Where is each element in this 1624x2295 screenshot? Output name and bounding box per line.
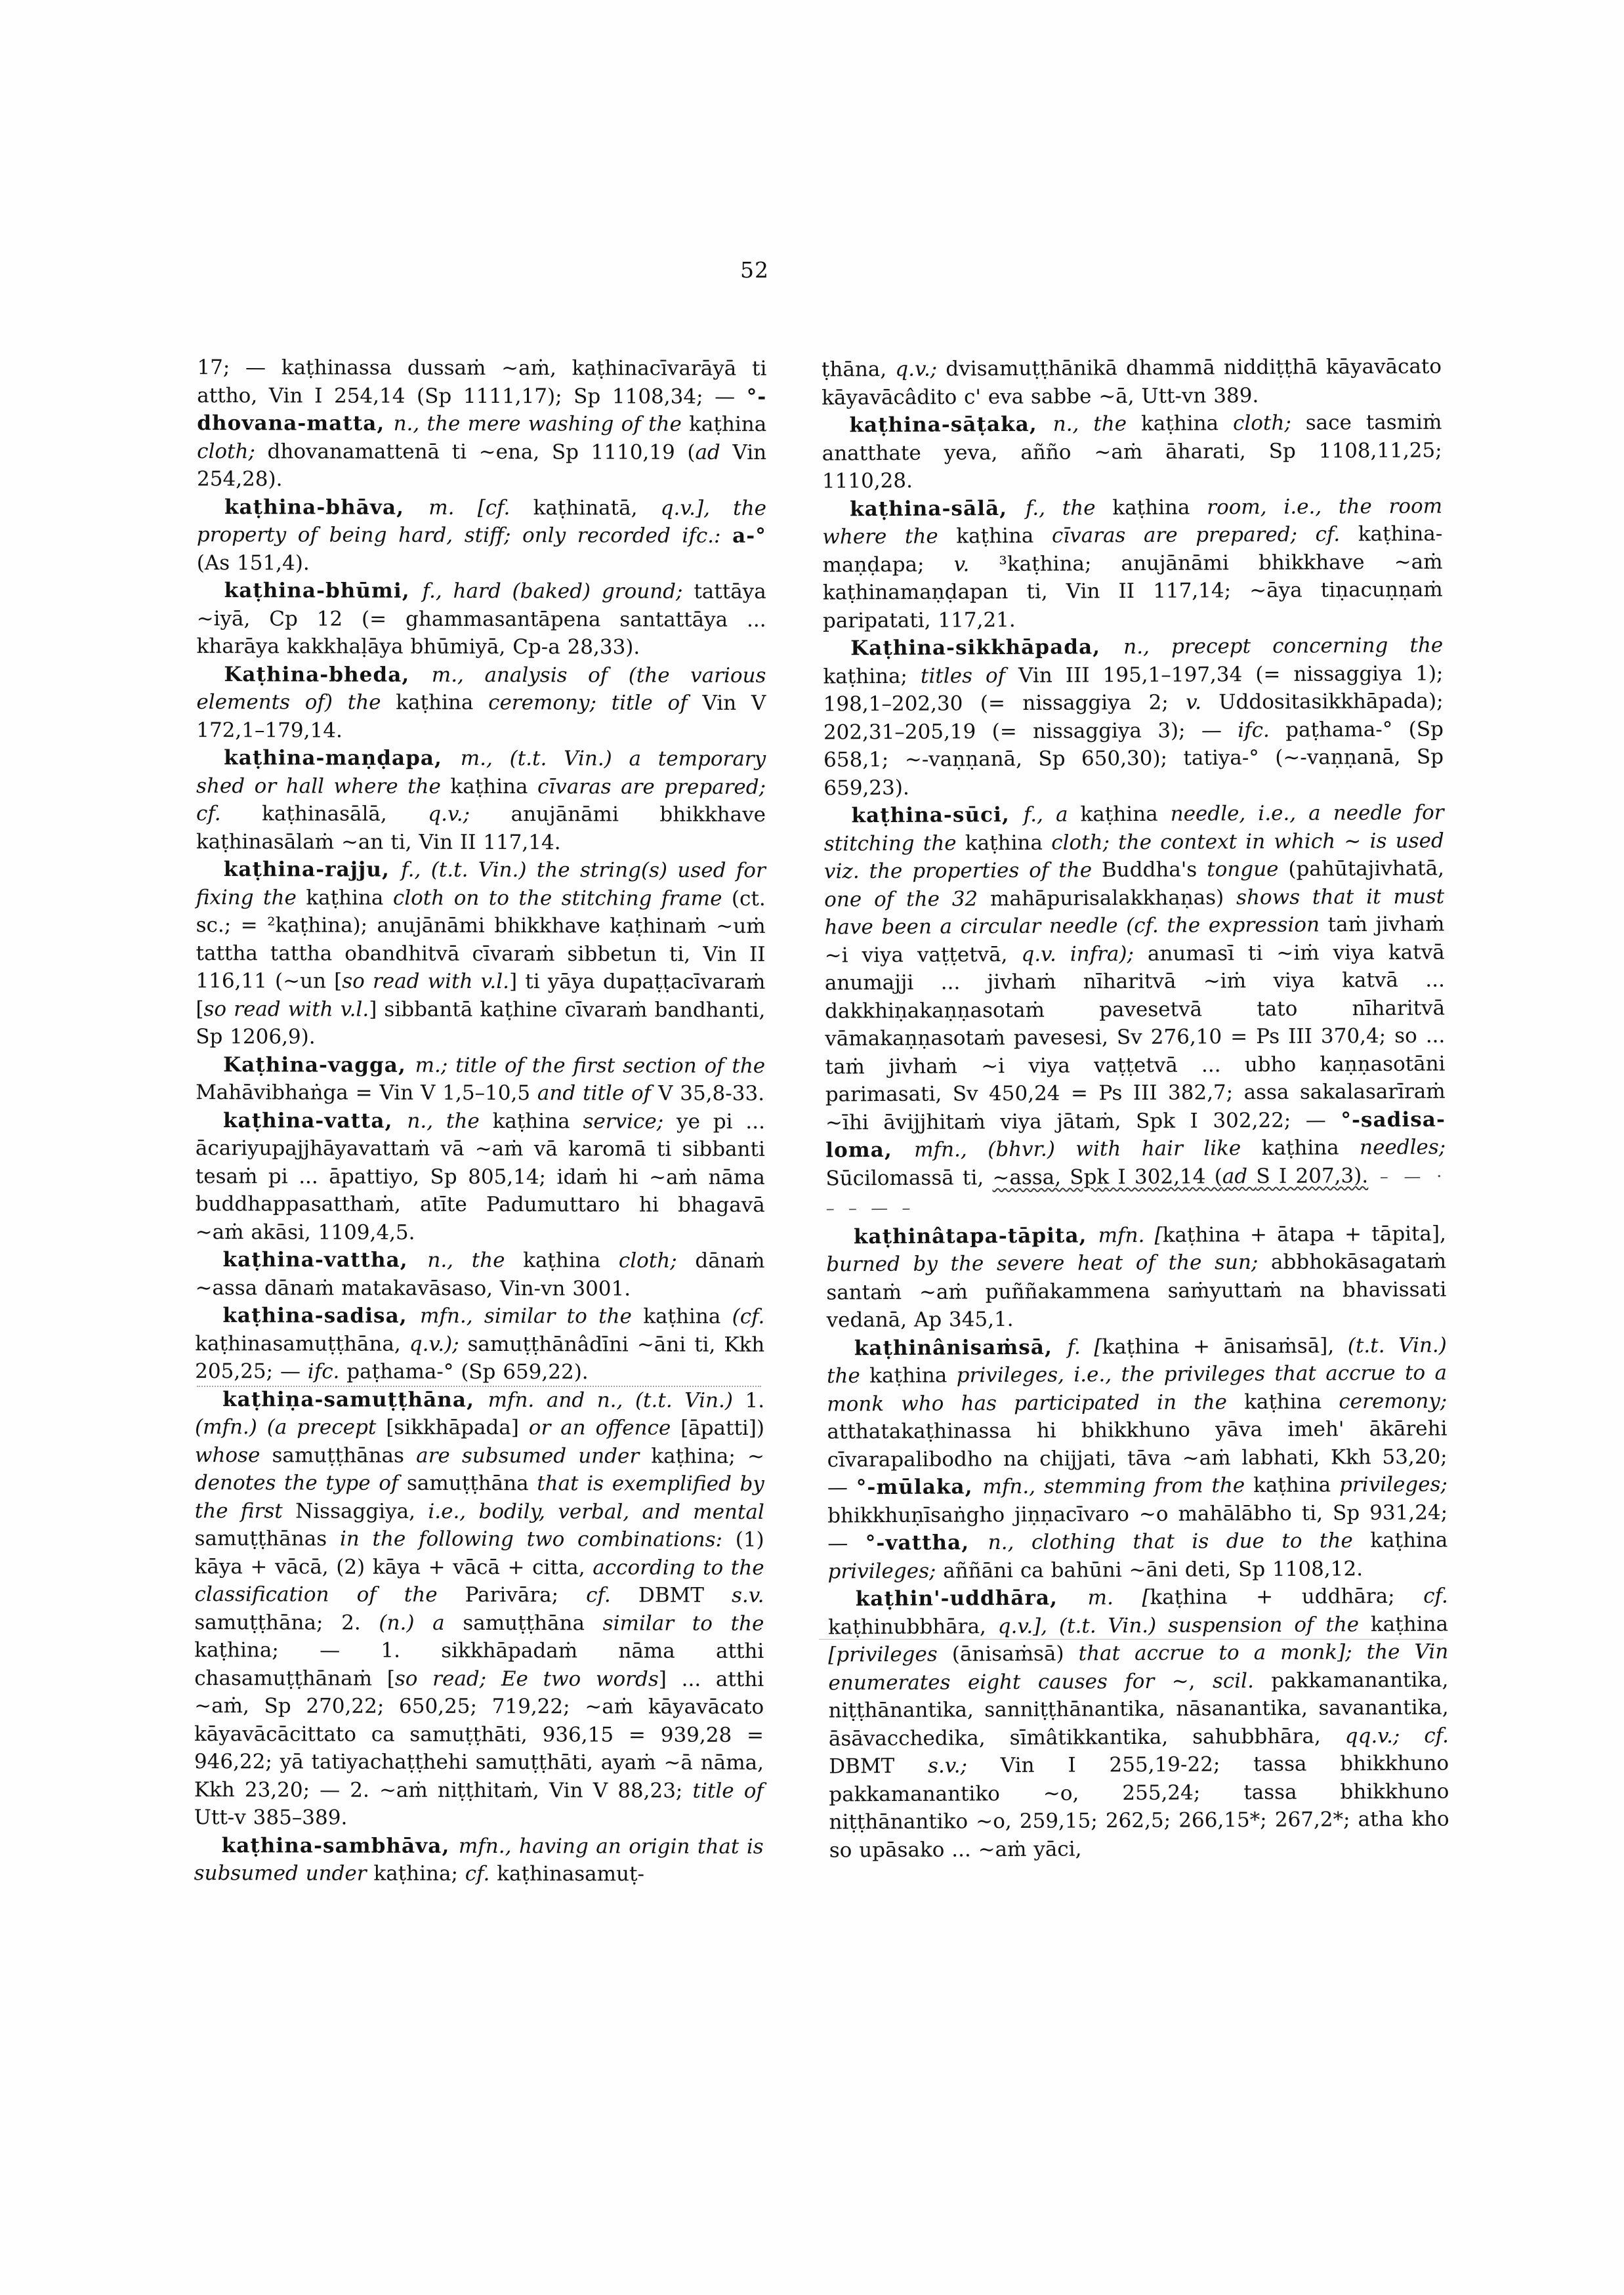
dictionary-entry: [196, 661, 766, 745]
entry-text: m. [cf.: [428, 495, 533, 520]
entry-text: V 35,8-33.: [658, 1081, 765, 1106]
entry-text: one of the 32: [824, 886, 991, 911]
entry-headword: kaṭhina-sambhāva,: [221, 1833, 459, 1858]
entry-headword: kaṭhina-sūci,: [851, 802, 1024, 828]
entry-text: cloth;: [197, 439, 268, 463]
dictionary-entry: [194, 1386, 764, 1833]
entry-text: service;: [583, 1109, 677, 1134]
dictionary-entry: [826, 1220, 1447, 1334]
entry-text: q.v.;: [428, 802, 511, 827]
entry-text: q.v.], (t.t. Vin.) suspension of the: [997, 1612, 1371, 1638]
entry-text: s.v.: [731, 1583, 764, 1607]
entry-text: S I 207,3).: [1256, 1163, 1369, 1188]
entry-text: ] ti yāya dupaṭṭacīvaraṁ [: [196, 970, 766, 1021]
entry-headword: °-sadisa-loma,: [825, 1107, 1446, 1163]
entry-text: privileges;: [827, 1559, 944, 1583]
entry-text: (cf.: [732, 1304, 765, 1329]
entry-headword: kaṭhina-sālā,: [850, 496, 1026, 521]
entry-text: so read; Ee two words: [394, 1666, 659, 1691]
entry-headword: kaṭhina-maṇḍapa,: [224, 746, 461, 770]
entry-text: ifc.: [307, 1359, 347, 1384]
entry-text: s.v.;: [927, 1754, 1001, 1778]
entry-headword: a-°: [732, 524, 766, 548]
entry-text: ~: [1344, 829, 1370, 853]
dictionary-entry: [196, 856, 766, 1052]
entry-headword: kaṭhina-bhūmi,: [224, 579, 423, 603]
dictionary-entry: [822, 409, 1442, 495]
entry-text: ceremony; title of: [488, 691, 703, 715]
entry-text: kaṭhina: [492, 1109, 583, 1133]
dictionary-entry: [828, 1582, 1449, 1865]
entry-text: n., clothing that is due to the: [988, 1529, 1371, 1555]
entry-text: ad: [1222, 1164, 1257, 1188]
entry-text: kaṭhinasamuṭṭhāna,: [195, 1331, 409, 1356]
entry-headword: kaṭhina-sāṭaka,: [849, 412, 1053, 438]
entry-text: kaṭhina: [306, 885, 393, 910]
entry-text: ifc.: [1238, 718, 1286, 742]
entry-text: Vin I 255,19-22; tassa bhikkhuno pakkamanantiko ~o, 255,24; tassa bhikkhuno niṭṭhānantiko ~o, 259,15; 262,5; 266,15*; 267,2*; atha kho so upāsako ... ~aṁ yāci,: [829, 1751, 1449, 1862]
entry-text: f. [: [1067, 1334, 1102, 1359]
entry-text: kaṭhina;: [823, 664, 921, 688]
entry-text: atthatakaṭhinassa hi bhikkhuno yāva imeh' ākārehi cīvarapalibodho na chijjati, tāva ~aṁ labhati, Kkh 53,20; —: [827, 1416, 1447, 1500]
dictionary-entry: [827, 1331, 1448, 1585]
entry-text: kaṭhina: [1253, 1473, 1340, 1498]
entry-text: v.: [953, 552, 999, 576]
entry-text: so read with v.l.: [203, 997, 369, 1022]
entry-text: cloth on to the stitching frame: [392, 886, 732, 911]
entry-headword: kaṭhina-bhāva,: [224, 495, 429, 520]
entry-text: kaṭhinubbhāra,: [827, 1614, 998, 1639]
entry-text: [privileges: [828, 1642, 952, 1667]
entry-text: cloth; the context in which: [1051, 829, 1344, 855]
dictionary-entry: [195, 1302, 764, 1386]
entry-text: abbhokāsagataṁ santaṁ ~aṁ puññakammena saṁyuttaṁ na bhavissati vedanā, Ap 345,1.: [826, 1249, 1447, 1333]
entry-text: are subsumed under: [416, 1443, 652, 1468]
entry-text: ṭhāna,: [821, 357, 896, 382]
entry-text: kaṭhina: [396, 690, 489, 715]
entry-text: kaṭhina + uddhāra;: [1150, 1584, 1424, 1609]
dictionary-entry: [196, 1107, 765, 1247]
entry-text: or an offence: [528, 1416, 681, 1440]
entry-text: kaṭhina-maṇḍapa;: [822, 522, 1443, 577]
entry-text: mfn., stemming from the: [982, 1474, 1254, 1499]
entry-text: ~assa, Spk I 302,14 (: [992, 1164, 1222, 1189]
entry-text: kaṭhina: [1261, 1136, 1360, 1160]
scan-artifact-line: [819, 1639, 1444, 1640]
entry-text: [sikkhāpada]: [386, 1415, 529, 1440]
entry-text: q.v.], the property of being hard, stiff; only recorded ifc.:: [196, 496, 767, 548]
scan-artifact-line: [197, 1386, 761, 1387]
dictionary-entry: [197, 493, 766, 578]
entry-text: m.; title of the first section of the: [415, 1053, 766, 1078]
entry-text: kaṭhina: [1244, 1389, 1339, 1414]
entry-text: samuṭṭhānâdīni ~āni ti, Kkh 205,25; —: [195, 1332, 765, 1384]
entry-text: q.v.);: [409, 1332, 468, 1356]
dictionary-entry: [197, 354, 766, 494]
entry-text: so read with v.l.: [342, 969, 510, 994]
entry-text: f., (t.t. Vin.) the string(s) used for fixing the: [196, 858, 766, 909]
entry-text: needle, i.e., a needle for stitching the: [823, 800, 1444, 856]
dictionary-entry: [195, 1246, 764, 1303]
text-columns: [196, 354, 1506, 1888]
entry-text: (As 151,4).: [196, 550, 310, 575]
entry-headword: kaṭhina-rajju,: [223, 858, 402, 882]
entry-headword: °-dhovana-matta,: [197, 384, 767, 436]
entry-text: kaṭhina: [643, 1304, 732, 1329]
dictionary-entry: [823, 799, 1446, 1223]
dictionary-entry: [196, 577, 766, 661]
entry-headword: Kaṭhina-sikkhāpada,: [850, 635, 1124, 661]
entry-text: dvisamuṭṭhānikā dhammā niddiṭṭhā kāyavācato kāyavācâdito c' eva sabbe ~ā, Utt-vn 389.: [822, 354, 1442, 409]
entry-headword: Kaṭhina-bheda,: [224, 662, 432, 687]
entry-text: samuṭṭhāna: [406, 1471, 537, 1496]
entry-text: cīvaras are prepared; cf.: [1051, 522, 1358, 548]
entry-text: that is exemplified by the first: [194, 1472, 764, 1523]
entry-text: Sūcilomassā ti,: [825, 1165, 993, 1190]
entry-text: Utt-v 385–389.: [194, 1806, 348, 1830]
entry-text: dhovanamattenā ti ~ena, Sp 1110,19 (: [267, 439, 696, 465]
entry-text: kaṭhina: [869, 1363, 957, 1388]
entry-text: kaṭhina;: [373, 1861, 465, 1886]
entry-headword: kaṭhiṇa-samuṭṭhāna,: [222, 1387, 488, 1412]
entry-text: n., the: [407, 1109, 493, 1133]
entry-text: and title of: [537, 1081, 659, 1106]
entry-text: paṭhama-° (Sp 658,1; ~-vaṇṇanā, Sp 650,30); tatiya-° (~-vaṇṇanā, Sp 659,23).: [823, 717, 1444, 800]
entry-text: ~,: [1171, 1668, 1213, 1693]
entry-text: f., hard (baked) ground;: [422, 579, 694, 604]
entry-text: (t.t. Vin.) the: [826, 1333, 1447, 1388]
entry-text: needles;: [1359, 1135, 1446, 1160]
entry-text: Parivāra;: [465, 1582, 587, 1607]
entry-text: n., the: [1052, 411, 1142, 436]
entry-text: samuṭṭhānas: [194, 1527, 340, 1551]
entry-text: m. [: [1087, 1585, 1150, 1610]
entry-text: cf.: [586, 1583, 638, 1607]
entry-text: ] sibbantā kaṭhine cīvaraṁ bandhanti, Sp 1206,9).: [196, 997, 766, 1049]
entry-text: sace tasmiṁ anatthate yeva, añño ~aṁ āharati, Sp 1108,11,25; 1110,28.: [822, 410, 1442, 493]
entry-text: kaṭhina: [689, 412, 767, 436]
entry-headword: kaṭhinânisaṁsā,: [854, 1335, 1068, 1360]
entry-headword: kaṭhina-vattha,: [222, 1248, 428, 1272]
entry-text: tattāya ~iyā, Cp 12 (= ghammasantāpena santattāya ... kharāya kakkhaḷāya bhūmiyā, Cp-a 28,33).: [196, 579, 766, 659]
entry-text: v.: [1186, 690, 1219, 714]
page-number: 52: [740, 257, 769, 283]
entry-text: kaṭhina: [1370, 1528, 1448, 1553]
entry-text: that accrue to a monk]; the Vin enumerates eight causes for: [828, 1640, 1449, 1695]
entry-text: ad: [695, 440, 733, 465]
entry-headword: kaṭhina-vatta,: [222, 1108, 407, 1133]
entry-text: cf.: [1423, 1584, 1448, 1608]
entry-text: similar to the: [602, 1611, 764, 1636]
entry-text: Uddositasikkhāpada); 202,31–205,19 (= nissaggiya 3); —: [823, 689, 1444, 744]
entry-text: room, i.e., the room where the: [822, 494, 1443, 549]
entry-text: i.e., bodily, verbal, and mental: [428, 1499, 764, 1524]
entry-text: kaṭhina: [965, 831, 1052, 855]
entry-text: dānaṁ ~assa dānaṁ matakavāsaso, Vin-vn 3001.: [195, 1249, 765, 1300]
entry-text: DBMT: [638, 1583, 732, 1607]
entry-text: mfn. and n., (t.t. Vin.): [488, 1388, 745, 1413]
entry-text: [āpatti]): [680, 1416, 765, 1440]
entry-text: cloth;: [618, 1249, 696, 1273]
entry-text: titles of: [920, 663, 1019, 688]
entry-text: aññāni ca bahūni ~āni deti, Sp 1108,12.: [943, 1556, 1364, 1583]
entry-text: cf.: [465, 1861, 497, 1886]
entry-text: samuṭṭhānas: [272, 1443, 417, 1468]
entry-text: Mahāvibhaṅga = Vin V 1,5–10,5: [196, 1081, 537, 1106]
entry-headword: kaṭhina-sadisa,: [222, 1304, 421, 1328]
entry-text: (mfn.) (a precept: [194, 1415, 386, 1439]
dictionary-entry: [196, 1051, 765, 1108]
entry-text: q.v.;: [895, 357, 946, 381]
entry-headword: kaṭhinâtapa-tāpita,: [853, 1223, 1098, 1249]
entry-text: shows that it must have been a circular needle (cf. the expression: [824, 884, 1445, 940]
entry-text: kaṭhina + ānisaṁsā],: [1102, 1333, 1348, 1359]
entry-text: title of: [692, 1779, 764, 1803]
entry-text: kaṭhina: [523, 1249, 619, 1273]
entry-text: (ānisaṁsā): [951, 1642, 1079, 1666]
entry-text: Vin III 195,1–197,34 (= nissaggiya 1); 198,1–202,30 (= nissaggiya 2;: [823, 661, 1444, 716]
entry-text: pakkamanantika, niṭṭhānantika, sanniṭṭhānantika, nāsanantika, savanantika, āsāvacchedika, sīmâtikkantika, sahubbhāra,: [828, 1668, 1449, 1750]
entry-text: m., (t.t. Vin.) a temporary shed or hall where the: [196, 746, 766, 798]
entry-text: Vin 254,28).: [197, 440, 767, 491]
right-column: [822, 353, 1449, 1890]
entry-text: (ct. sc.; = ²kaṭhina); anujānāmi bhikkhave kaṭhinaṁ ~uṁ tattha tattha obandhitvā cīvaraṁ sibbetun ti, Vin II 116,11 (~un [: [196, 886, 766, 993]
entry-text: mfn., having an origin that is subsumed under: [194, 1834, 764, 1886]
entry-text: – — · – – — –: [825, 1167, 1446, 1219]
entry-text: f., a: [1023, 802, 1081, 827]
entry-text: scil.: [1212, 1668, 1272, 1693]
entry-text: kaṭhina: [450, 774, 538, 798]
entry-headword: °-mūlaka,: [856, 1475, 983, 1500]
entry-text: according to the classification of the: [194, 1555, 764, 1607]
entry-headword: Kaṭhina-vagga,: [223, 1052, 415, 1077]
entry-text: kaṭhina: [1370, 1612, 1449, 1636]
entry-text: in the following two combinations:: [339, 1527, 736, 1552]
dictionary-entry: [822, 353, 1442, 412]
entry-text: kaṭhina: [1112, 495, 1207, 520]
entry-text: kaṭhinasālā,: [262, 802, 428, 826]
entry-text: mfn., similar to the: [420, 1304, 644, 1329]
entry-text: anumasī ti ~iṁ viya katvā anumajji ... jivhaṁ nīharitvā ~iṁ viya katvā ... dakkhiṇakaṇṇasotaṁ pavesetvā tato nīharitvā vāmakaṇṇasotaṁ pavesesi, Sv 276,10 = Ps III 370,4; so ... taṁ jivhaṁ ~i viya vaṭṭetvā ... ubho kaṇṇasotāni parimasati, Sv 450,24 = Ps III 382,7; assa sakalasarīraṁ ~īhi āvijjhitaṁ viya jātaṁ, Spk I 302,22; —: [824, 940, 1446, 1134]
entry-text: taṁ jivhaṁ ~i viya vaṭṭetvā,: [824, 912, 1445, 967]
dictionary-entry: [822, 492, 1443, 634]
entry-text: 1.: [745, 1388, 765, 1413]
entry-text: ceremony;: [1339, 1389, 1447, 1413]
entry-text: kaṭhina: [956, 524, 1052, 548]
entry-text: qq.v.; cf.: [1344, 1724, 1449, 1748]
entry-text: mahāpurisalakkhaṇas): [990, 885, 1237, 911]
entry-text: Buddha's: [1101, 858, 1207, 882]
dictionary-entry: [196, 744, 766, 857]
entry-text: paṭhama-° (Sp 659,22).: [346, 1359, 589, 1384]
entry-text: kaṭhina; — 1. sikkhāpadaṁ nāma atthi chasamuṭṭhānaṁ [: [194, 1638, 764, 1691]
entry-text: kaṭhinatā,: [533, 495, 661, 520]
entry-text: n., the: [427, 1248, 524, 1273]
entry-text: kaṭhina; ~: [651, 1444, 764, 1468]
entry-text: cīvaras are prepared; cf.: [196, 774, 766, 826]
entry-text: samuṭṭhāna: [463, 1611, 603, 1635]
entry-text: 17; — kaṭhinassa dussaṁ ~aṁ, kaṭhinacīvarāyā ti attho, Vin I 254,14 (Sp 1111,17); Sp 1108,34; —: [197, 356, 767, 409]
entry-text: (pahūtajivhatā,: [1288, 856, 1445, 881]
entry-text: kaṭhinasamuṭ-: [497, 1862, 645, 1886]
entry-text: samuṭṭhāna; 2.: [194, 1610, 379, 1635]
entry-text: Vin V 172,1–179,14.: [196, 691, 766, 743]
entry-text: (1) kāya + vācā, (2) kāya + vācā + citta,: [194, 1527, 764, 1579]
entry-text: Nissaggiya,: [295, 1499, 428, 1523]
entry-text: anujānāmi bhikkhave kaṭhinasālaṁ ~an ti, Vin II 117,14.: [196, 802, 766, 854]
entry-text: is used viz. the properties of the: [823, 829, 1444, 884]
entry-text: whose: [194, 1443, 272, 1467]
entry-headword: °-vattha,: [865, 1531, 988, 1556]
entry-text: privileges, i.e., the privileges that accrue to a monk who has participated in the: [827, 1361, 1447, 1416]
entry-text: DBMT: [829, 1754, 928, 1779]
entry-text: kaṭhina: [1080, 802, 1171, 827]
dictionary-entry: [194, 1832, 764, 1889]
left-column: [194, 354, 767, 1888]
entry-text: denotes the type of: [194, 1471, 407, 1495]
entry-text: privileges;: [1339, 1472, 1448, 1497]
entry-text: f., the: [1025, 495, 1113, 520]
entry-text: mfn., (bhvr.) with hair like: [914, 1136, 1262, 1162]
dictionary-entry: [823, 632, 1444, 802]
entry-text: q.v. infra);: [1021, 941, 1148, 966]
entry-text: burned by the severe heat of the sun;: [826, 1250, 1272, 1277]
entry-text: bhikkhuṇīsaṅgho jiṇṇacīvaro ~o mahālābho ti, Sp 931,24; —: [827, 1500, 1448, 1556]
entry-text: n., precept concerning the: [1123, 633, 1444, 659]
entry-text: kaṭhina + ātapa + tāpita],: [1162, 1222, 1447, 1247]
entry-text: (n.) a: [379, 1611, 463, 1635]
entry-text: n., the mere washing of the: [393, 411, 690, 436]
entry-text: tongue: [1207, 857, 1289, 882]
entry-text: m., analysis of (the various elements of) the: [196, 663, 766, 714]
entry-headword: kaṭhin'-uddhāra,: [855, 1586, 1088, 1611]
entry-text: mfn. [: [1098, 1223, 1163, 1247]
entry-text: kaṭhina: [1140, 411, 1234, 436]
entry-text: ye pi ... ācariyupajjhāyavattaṁ vā ~aṁ vā karomā ti sibbanti tesaṁ pi ... āpattiyo, Sp 805,14; idaṁ hi ~aṁ nāma buddhappasatthaṁ, atīte Padumuttaro hi bhagavā ~aṁ akāsi, 1109,4,5.: [195, 1109, 766, 1245]
entry-text: ] ... atthi ~aṁ, Sp 270,22; 650,25; 719,22; ~aṁ kāyavācato kāyavācācittato ca samuṭṭhāti, 936,15 = 939,28 = 946,22; yā tatiyachaṭṭhehi samuṭṭhāti, ayaṁ ~ā nāma, Kkh 23,20; — 2. ~aṁ niṭṭhitaṁ, Vin V 88,23;: [194, 1667, 764, 1803]
entry-text: ³kaṭhina; anujānāmi bhikkhave ~aṁ kaṭhinamaṇḍapan ti, Vin II 117,14; ~āya tiṇacuṇṇaṁ paripatati, 117,21.: [822, 550, 1443, 632]
entry-text: cloth;: [1232, 411, 1306, 436]
